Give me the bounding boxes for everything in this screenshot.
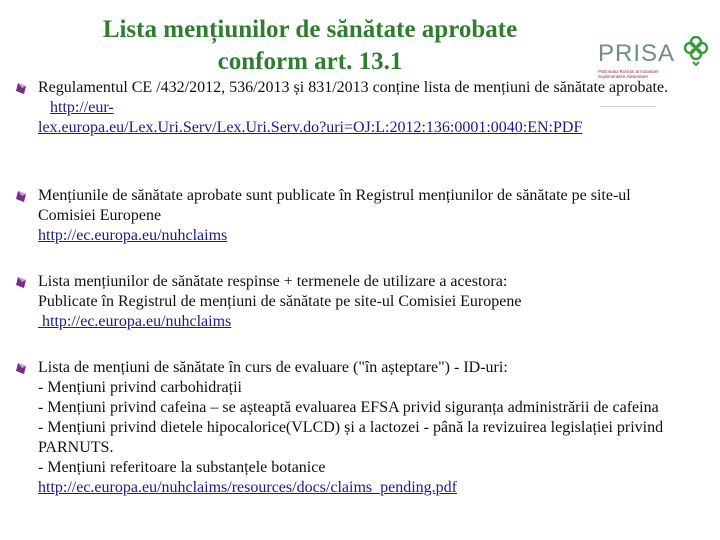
bullet-item-rejected <box>38 272 690 332</box>
title-line-1: Lista mențiunilor de sănătate aprobate <box>102 16 518 43</box>
rejected-nuhclaims-link[interactable]: http://ec.europa.eu/nuhclaims <box>38 313 232 330</box>
pending-carbohydrates: - Mențiuni privind carbohidrații <box>38 379 242 396</box>
prisa-logo <box>592 36 708 84</box>
eurlex-link-part-2[interactable]: lex.europa.eu/Lex.Uri.Serv/Lex.Uri.Serv.do?uri=OJ:L:2012:136:0001:0040:EN:PDF <box>38 119 583 136</box>
logo-tagline: Patronatul Român al Industriei Suplimentelor Alimentare <box>598 69 659 79</box>
bullet-icon <box>16 363 26 374</box>
pending-caffeine: - Mențiuni privind cafeina – se așteaptă evaluarea EFSA privid siguranța administrării de cafeina <box>38 399 659 416</box>
bullet-icon <box>16 191 26 202</box>
eurlex-link-part-1[interactable]: http://eur- <box>50 99 114 116</box>
nuhclaims-link[interactable]: http://ec.europa.eu/nuhclaims <box>38 227 228 244</box>
bullet-icon <box>16 83 26 94</box>
rejected-line-2: Publicate în Registrul de mențiuni de sănătate pe site-ul Comisiei Europene <box>38 293 522 310</box>
clover-heart-icon <box>684 36 708 66</box>
regulation-text: Regulamentul CE /432/2012, 536/2013 și 831/2013 conține lista de mențiuni de sănătate aprobate. <box>38 79 669 96</box>
bullet-item-registry <box>38 186 690 246</box>
slide-title <box>40 14 580 78</box>
registry-text: Mențiunile de sănătate aprobate sunt publicate în Registrul mențiunilor de sănătate pe site-ul Comisiei Europene <box>38 187 631 224</box>
bullet-item-pending <box>38 358 690 498</box>
pending-intro: Lista de mențiuni de sănătate în curs de evaluare ("în așteptare") - ID-uri: <box>38 359 508 376</box>
pending-botanicals: - Mențiuni referitoare la substanțele botanice <box>38 459 326 476</box>
claims-pending-link[interactable]: http://ec.europa.eu/nuhclaims/resources/docs/claims_pending.pdf <box>38 479 457 496</box>
pending-vlcd-lactose: - Mențiuni privind dietele hipocalorice(VLCD) și a lactozei - până la revizuirea legislației privind PARNUTS. <box>38 419 664 456</box>
bullet-item-regulation <box>38 78 690 138</box>
bullet-icon <box>16 277 26 288</box>
title-line-2: conform art. 13.1 <box>217 48 403 75</box>
logo-word: PRISA <box>598 40 676 67</box>
rejected-line-1: Lista mențiunilor de sănătate respinse + termenele de utilizare a acestora: <box>38 273 508 290</box>
